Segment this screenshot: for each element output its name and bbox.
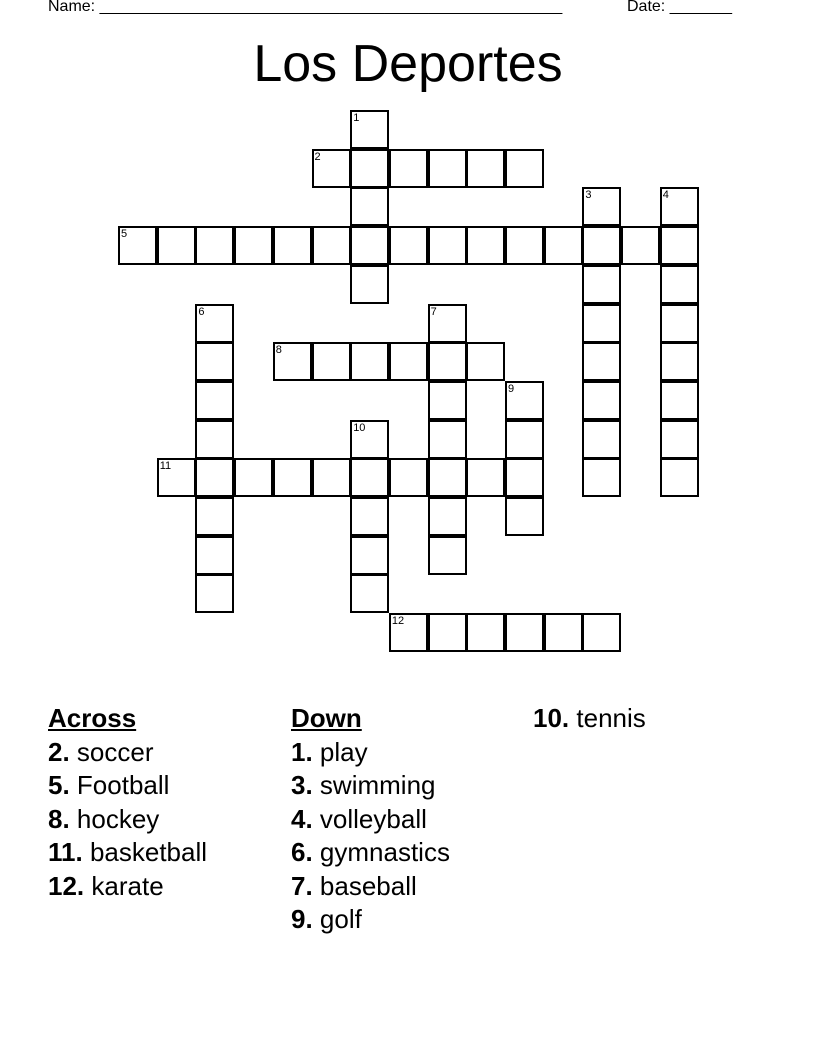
clue-item: 6. gymnastics [291, 837, 450, 867]
crossword-cell[interactable] [582, 304, 621, 343]
crossword-cell[interactable] [505, 458, 544, 497]
crossword-cell[interactable] [660, 265, 699, 304]
crossword-cell[interactable] [466, 226, 505, 265]
down-clues-continued [533, 702, 646, 736]
crossword-cell[interactable] [660, 187, 699, 226]
crossword-cell[interactable] [195, 420, 234, 459]
crossword-cell[interactable] [389, 226, 428, 265]
across-clues [48, 702, 207, 903]
crossword-cell[interactable] [582, 458, 621, 497]
crossword-cell[interactable] [428, 458, 467, 497]
clue-item: 12. karate [48, 870, 164, 901]
clue-number: 11 [159, 460, 172, 473]
clue-number: 2 [314, 150, 321, 163]
crossword-cell[interactable] [660, 342, 699, 381]
clue-item: 1. play [291, 736, 368, 767]
crossword-cell[interactable] [389, 613, 428, 652]
name-field-label: Name: ____________________________________________________ [48, 0, 563, 15]
clue-item: 8. hockey [48, 803, 160, 834]
crossword-cell[interactable] [234, 458, 273, 497]
crossword-cell[interactable] [428, 149, 467, 188]
crossword-cell[interactable] [350, 497, 389, 536]
crossword-cell[interactable] [544, 226, 583, 265]
crossword-cell[interactable] [660, 381, 699, 420]
crossword-cell[interactable] [505, 420, 544, 459]
clue-number: 4 [662, 189, 669, 202]
crossword-cell[interactable] [234, 226, 273, 265]
crossword-cell[interactable] [582, 420, 621, 459]
clue-number: 5 [121, 228, 128, 241]
clue-number: 12 [391, 615, 405, 628]
crossword-cell[interactable] [195, 497, 234, 536]
crossword-cell[interactable] [350, 574, 389, 613]
crossword-cell[interactable] [544, 613, 583, 652]
crossword-cell[interactable] [505, 226, 544, 265]
crossword-cell[interactable] [195, 381, 234, 420]
crossword-cell[interactable] [273, 342, 312, 381]
crossword-cell[interactable] [157, 226, 196, 265]
crossword-cell[interactable] [350, 187, 389, 226]
crossword-cell[interactable] [350, 458, 389, 497]
clue-item: 7. baseball [291, 870, 417, 901]
crossword-cell[interactable] [505, 613, 544, 652]
clue-number: 7 [430, 305, 437, 318]
clue-number: 8 [275, 344, 282, 357]
crossword-cell[interactable] [428, 381, 467, 420]
crossword-cell[interactable] [466, 342, 505, 381]
across-heading: Across [48, 703, 137, 733]
crossword-cell[interactable] [389, 342, 428, 381]
crossword-cell[interactable] [389, 458, 428, 497]
crossword-cell[interactable] [582, 265, 621, 304]
crossword-cell[interactable] [505, 497, 544, 536]
crossword-cell[interactable] [195, 304, 234, 343]
crossword-cell[interactable] [428, 536, 467, 575]
clue-item: 3. swimming [291, 770, 436, 800]
crossword-cell[interactable] [582, 613, 621, 652]
clue-number: 10 [353, 421, 366, 434]
crossword-cell[interactable] [157, 458, 196, 497]
crossword-cell[interactable] [273, 458, 312, 497]
crossword-cell[interactable] [350, 265, 389, 304]
clue-number: 3 [585, 189, 592, 202]
crossword-cell[interactable] [428, 420, 467, 459]
crossword-cell[interactable] [195, 226, 234, 265]
crossword-cell[interactable] [466, 458, 505, 497]
crossword-cell[interactable] [273, 226, 312, 265]
clue-number: 6 [198, 305, 205, 318]
crossword-cell[interactable] [505, 149, 544, 188]
crossword-cell[interactable] [312, 342, 351, 381]
crossword-cell[interactable] [466, 149, 505, 188]
crossword-cell[interactable] [118, 226, 157, 265]
crossword-cell[interactable] [621, 226, 660, 265]
down-heading: Down [291, 703, 362, 733]
crossword-cell[interactable] [350, 110, 389, 149]
crossword-cell[interactable] [350, 226, 389, 265]
clue-item: 4. volleyball [291, 803, 427, 834]
crossword-cell[interactable] [582, 342, 621, 381]
crossword-cell[interactable] [660, 420, 699, 459]
clue-number: 9 [508, 382, 515, 395]
crossword-cell[interactable] [195, 574, 234, 613]
crossword-cell[interactable] [582, 381, 621, 420]
crossword-cell[interactable] [582, 187, 621, 226]
crossword-cell[interactable] [428, 304, 467, 343]
crossword-cell[interactable] [505, 381, 544, 420]
crossword-cell[interactable] [428, 226, 467, 265]
crossword-cell[interactable] [350, 342, 389, 381]
crossword-cell[interactable] [428, 497, 467, 536]
page-title: Los Deportes [253, 35, 563, 93]
clue-item: 11. basketball [48, 837, 208, 867]
crossword-cell[interactable] [312, 149, 351, 188]
crossword-cell[interactable] [389, 149, 428, 188]
crossword-cell[interactable] [350, 536, 389, 575]
crossword-cell[interactable] [428, 342, 467, 381]
crossword-cell[interactable] [312, 226, 351, 265]
clue-item: 5. Football [48, 770, 170, 800]
clue-number: 1 [353, 112, 360, 124]
clue-item: 10. tennis [533, 703, 646, 733]
crossword-cell[interactable] [466, 613, 505, 652]
crossword-cell[interactable] [195, 342, 234, 381]
crossword-cell[interactable] [350, 149, 389, 188]
clue-item: 9. golf [291, 904, 362, 934]
crossword-cell[interactable] [428, 613, 467, 652]
crossword-cell[interactable] [582, 226, 621, 265]
crossword-cell[interactable] [660, 304, 699, 343]
crossword-cell[interactable] [350, 420, 389, 459]
crossword-cell[interactable] [195, 536, 234, 575]
clue-item: 2. soccer [48, 736, 154, 767]
date-field-label: Date: _______ [627, 0, 732, 15]
crossword-cell[interactable] [195, 458, 234, 497]
crossword-cell[interactable] [660, 458, 699, 497]
crossword-cell[interactable] [312, 458, 351, 497]
crossword-cell[interactable] [660, 226, 699, 265]
down-clues [291, 702, 450, 937]
